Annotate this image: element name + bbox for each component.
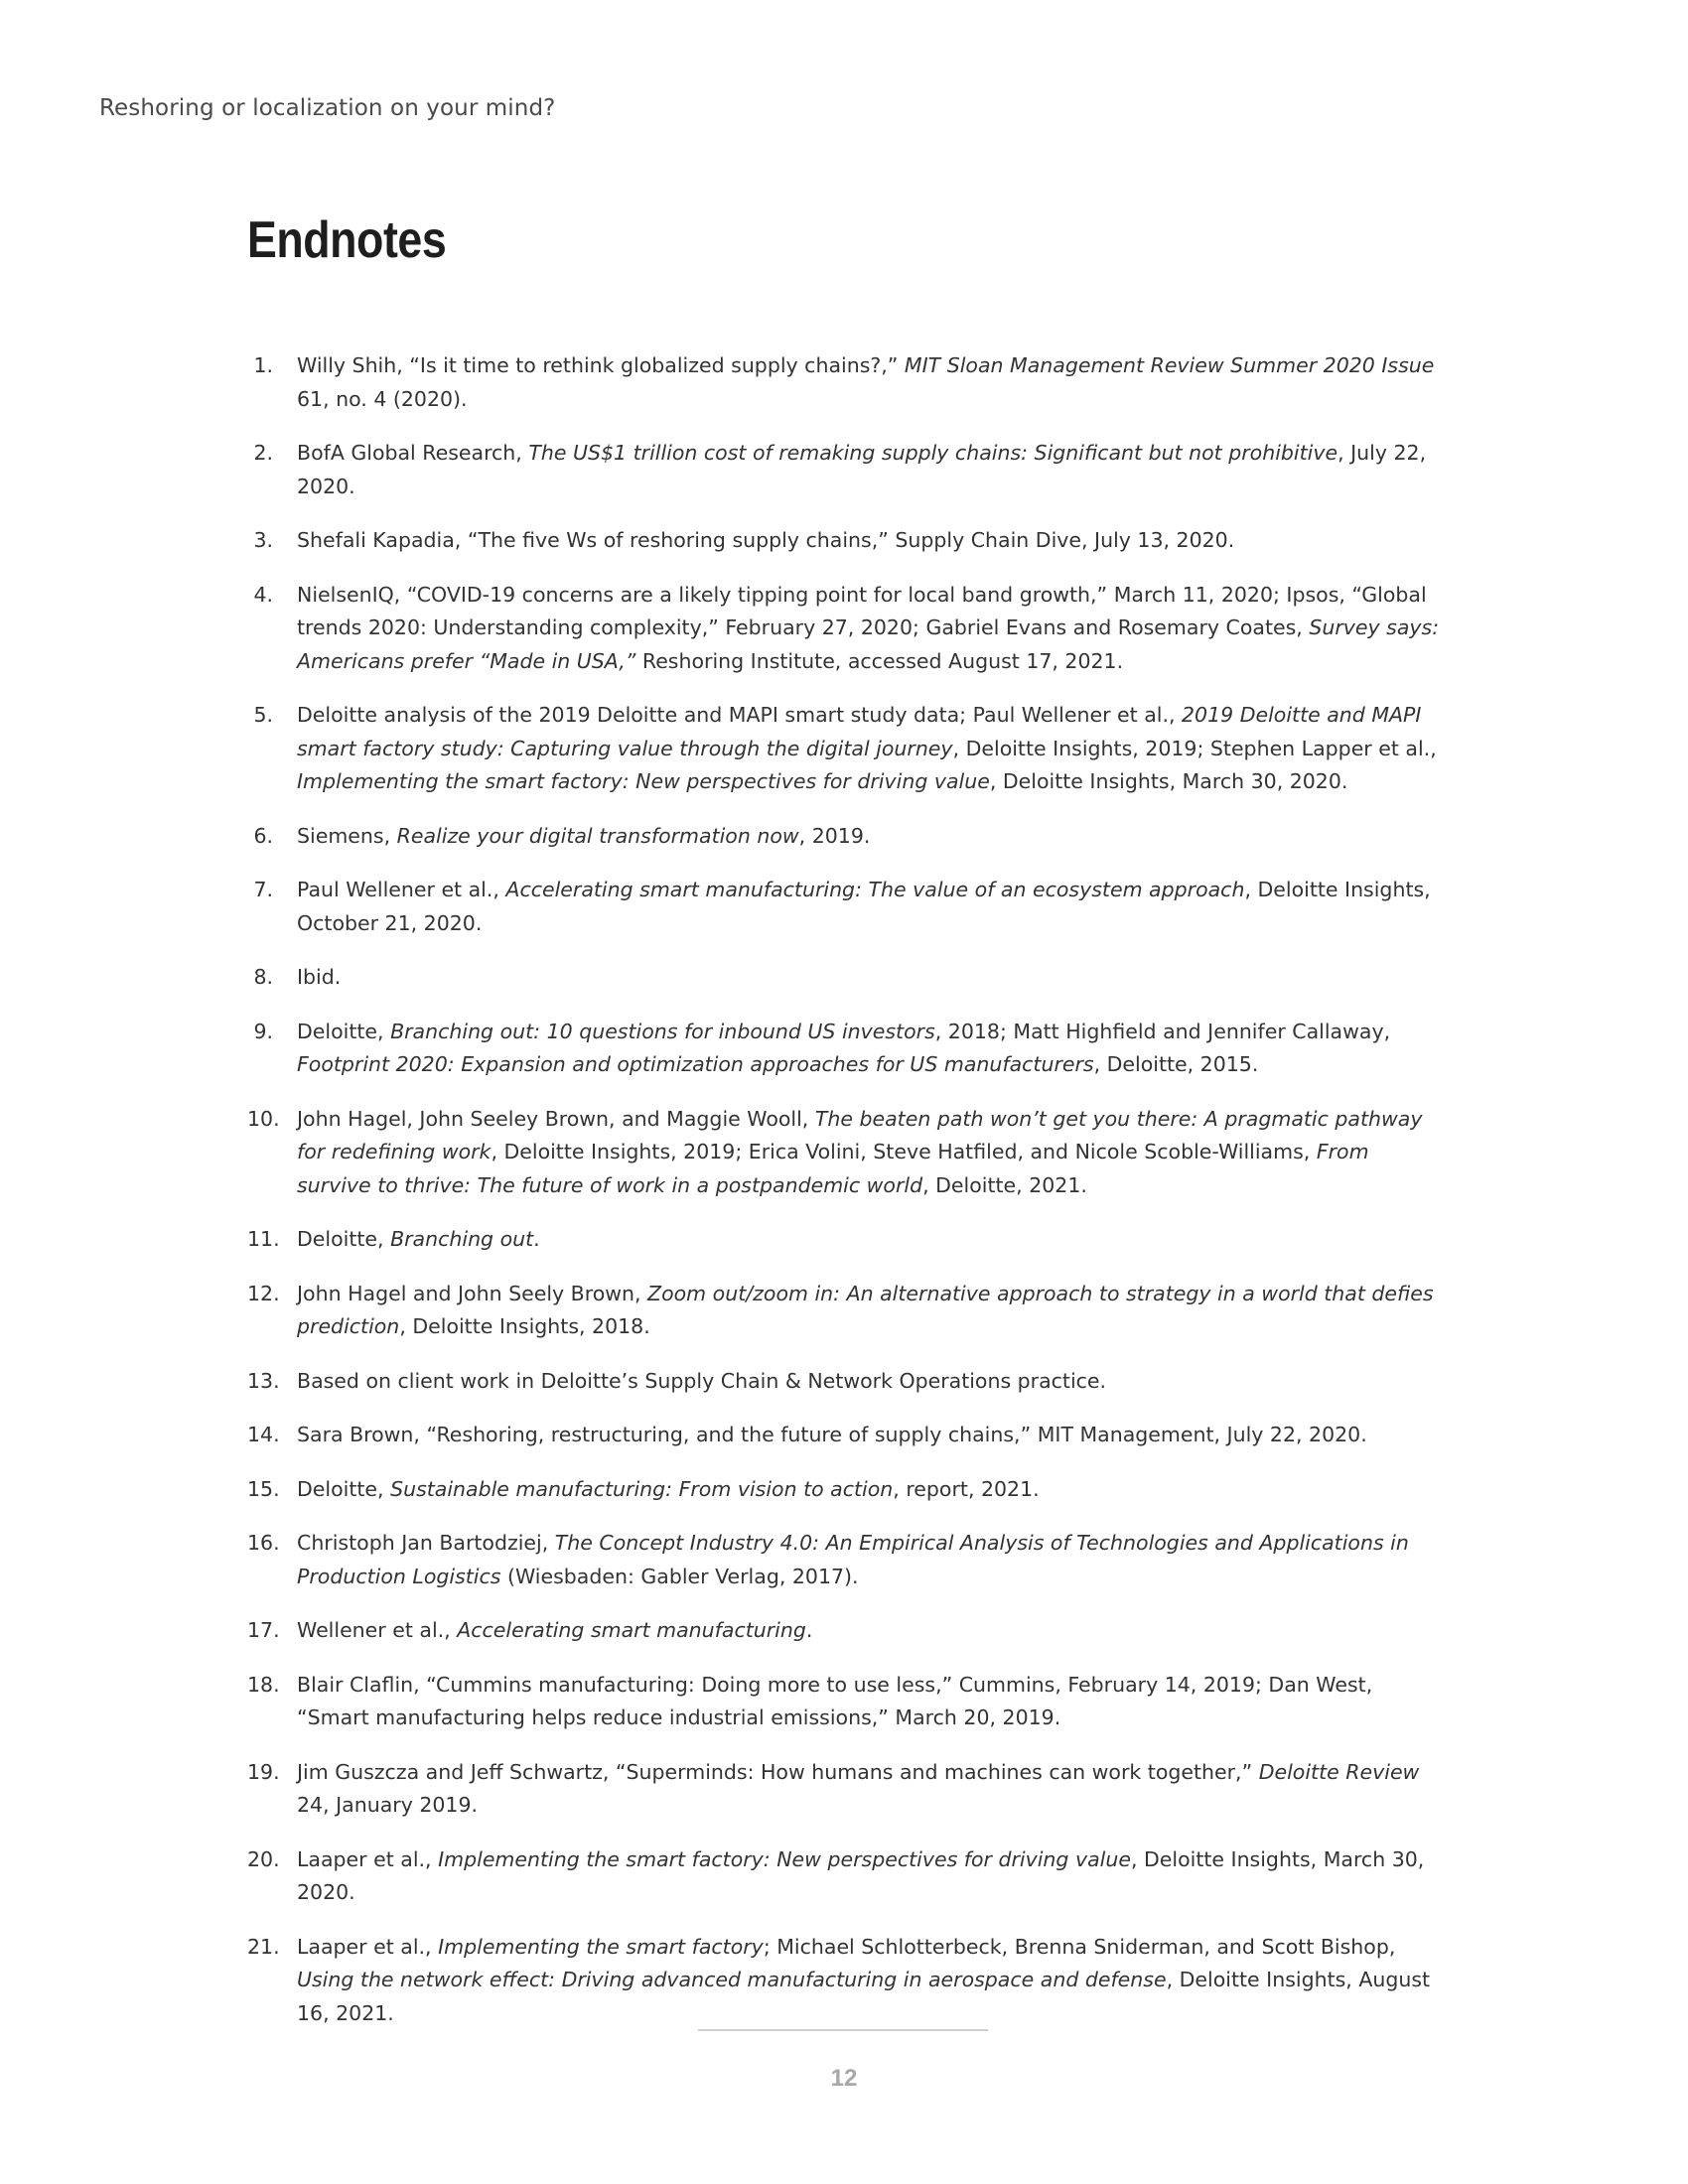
endnote-text <box>297 583 1439 673</box>
endnote-title-italic: Implementing the smart factory <box>438 1934 764 1959</box>
endnote-title-italic: Footprint 2020: Expansion and optimization approaches for US manufacturers <box>297 1052 1094 1076</box>
endnote-title-italic: The beaten path won’t get you there: A pragmatic pathway for redefining work <box>297 1106 1423 1163</box>
endnote-text-segment: Jim Guszcza and Jeff Schwartz, “Superminds: How humans and machines can work together,” <box>297 1759 1259 1784</box>
endnote-item <box>247 1931 1449 2031</box>
endnote-text-segment: Based on client work in Deloitte’s Supply Chain & Network Operations practice. <box>297 1368 1107 1393</box>
endnote-text-segment: John Hagel and John Seely Brown, <box>297 1281 648 1305</box>
endnote-number: 6. <box>253 823 273 848</box>
endnote-item <box>247 437 1449 503</box>
endnote-item <box>247 1756 1449 1823</box>
endnote-text-segment: BofA Global Research, <box>297 441 529 465</box>
endnote-text-segment: Deloitte, <box>297 1019 391 1043</box>
page-title: Endnotes <box>247 211 447 269</box>
endnote-title-italic: Implementing the smart factory: New perspectives for driving value <box>297 769 990 793</box>
endnote-item <box>247 1614 1449 1648</box>
endnote-text-segment: Wellener et al., <box>297 1618 458 1642</box>
endnote-text-segment: , Deloitte Insights, 2019; Stephen Lapper et al., <box>952 736 1437 760</box>
endnote-title-italic: Branching out <box>390 1227 534 1251</box>
endnote-text-segment: . <box>805 1618 813 1642</box>
endnote-title-italic: Sustainable manufacturing: From vision to action <box>390 1476 894 1501</box>
endnote-title-italic: Implementing the smart factory: New perspectives for driving value <box>438 1846 1131 1871</box>
endnotes-list <box>247 349 1449 2051</box>
endnote-number: 3. <box>253 528 273 552</box>
endnote-item <box>247 1016 1449 1082</box>
endnote-number: 4. <box>253 582 273 607</box>
running-header: Reshoring or localization on your mind? <box>99 95 556 121</box>
endnote-text-segment: Deloitte analysis of the 2019 Deloitte and MAPI smart study data; Paul Wellener et al., <box>297 703 1183 727</box>
endnote-item <box>247 820 1449 854</box>
endnote-text-segment: ; Michael Schlotterbeck, Brenna Sniderman, and Scott Bishop, <box>763 1934 1396 1959</box>
endnote-text-segment: , Deloitte Insights, October 21, 2020. <box>297 878 1431 935</box>
endnote-title-italic: Deloitte Review <box>1258 1759 1420 1784</box>
endnote-item <box>247 1527 1449 1593</box>
endnote-text <box>297 1847 1424 1905</box>
endnote-text <box>297 1673 1372 1730</box>
endnote-text-segment: Christoph Jan Bartodziej, <box>297 1531 555 1555</box>
endnote-number: 12. <box>247 1281 280 1305</box>
endnote-text <box>297 824 870 848</box>
endnote-title-italic: Accelerating smart manufacturing <box>457 1618 806 1642</box>
endnote-title-italic: MIT Sloan Management Review Summer 2020 Issue <box>904 353 1435 377</box>
endnote-title-italic: From survive to thrive: The future of work in a postpandemic world <box>297 1140 1369 1197</box>
endnote-item <box>247 699 1449 799</box>
endnote-title-italic: Survey says: Americans prefer “Made in USA,” <box>297 615 1440 673</box>
endnote-number: 13. <box>247 1368 280 1393</box>
endnote-item <box>247 1103 1449 1203</box>
endnote-text-segment: , report, 2021. <box>893 1476 1040 1501</box>
endnote-item <box>247 349 1449 416</box>
footer-divider <box>698 2029 988 2031</box>
endnote-text-segment: Laaper et al., <box>297 1846 439 1871</box>
endnote-text <box>297 1227 540 1251</box>
endnote-item <box>247 961 1449 995</box>
endnote-number: 5. <box>253 703 273 727</box>
endnote-text <box>297 1020 1390 1077</box>
endnote-text <box>297 528 1234 552</box>
endnote-item <box>247 1223 1449 1257</box>
endnote-number: 15. <box>247 1476 280 1501</box>
endnote-number: 7. <box>253 878 273 901</box>
endnote-text-segment: , Deloitte Insights, March 30, 2020. <box>297 1846 1425 1904</box>
endnote-title-italic: The US$1 trillion cost of remaking supply chains: Significant but not prohibitive <box>528 441 1338 465</box>
endnote-text-segment: NielsenIQ, “COVID-19 concerns are a likely tipping point for local band growth,” March 11, 2020; Ipsos, “Global trends 2020: Understanding complexity,” February 27, 2020; Gabriel Evans and Rosemary Coates, <box>297 582 1427 639</box>
endnote-number: 2. <box>253 441 273 465</box>
endnote-number: 14. <box>247 1423 280 1446</box>
endnote-text <box>297 1531 1409 1588</box>
endnote-text-segment: . <box>533 1227 540 1251</box>
endnote-title-italic: Using the network effect: Driving advanced manufacturing in aerospace and defense <box>297 1968 1167 1991</box>
endnote-text <box>297 1760 1419 1818</box>
endnote-text-segment: , Deloitte, 2021. <box>922 1172 1087 1197</box>
endnote-item <box>247 1843 1449 1910</box>
endnote-text-segment: Ibid. <box>297 965 342 989</box>
endnote-number: 20. <box>247 1846 280 1871</box>
endnote-text <box>297 1282 1434 1339</box>
endnote-text <box>297 1107 1422 1197</box>
endnote-text-segment: , July 22, 2020. <box>297 441 1427 498</box>
endnote-text <box>297 1935 1430 2025</box>
endnote-title-italic: Branching out: 10 questions for inbound US investors <box>390 1019 935 1043</box>
endnote-text-segment: Deloitte, <box>297 1476 391 1501</box>
endnote-text-segment: 24, January 2019. <box>297 1793 479 1817</box>
endnote-item <box>247 524 1449 558</box>
endnote-text-segment: Blair Claflin, “Cummins manufacturing: Doing more to use less,” Cummins, February 14, 2019; Dan West, “Smart manufacturing helps reduce industrial emissions,” March 20, 2019. <box>297 1672 1373 1729</box>
endnote-text <box>297 878 1431 935</box>
endnote-text <box>297 1618 812 1642</box>
endnote-text-segment: , 2019. <box>798 823 871 848</box>
endnote-text-segment: Shefali Kapadia, “The five Ws of reshoring supply chains,” Supply Chain Dive, July 13, 2020. <box>297 528 1235 552</box>
endnote-number: 21. <box>247 1934 280 1959</box>
endnote-text-segment: Sara Brown, “Reshoring, restructuring, and the future of supply chains,” MIT Management, July 22, 2020. <box>297 1423 1367 1446</box>
endnote-text <box>297 1423 1367 1446</box>
endnote-text-segment: Willy Shih, “Is it time to rethink globalized supply chains?,” <box>297 353 905 377</box>
endnote-title-italic: Accelerating smart manufacturing: The value of an ecosystem approach <box>505 878 1245 901</box>
endnote-text <box>297 441 1426 498</box>
endnote-number: 17. <box>247 1618 280 1642</box>
endnote-text-segment: Reshoring Institute, accessed August 17, 2021. <box>635 648 1124 673</box>
endnote-text-segment: , 2018; Matt Highfield and Jennifer Callaway, <box>934 1019 1391 1043</box>
endnote-number: 1. <box>253 353 273 377</box>
endnote-text-segment: , Deloitte, 2015. <box>1093 1052 1259 1076</box>
endnote-text-segment: Paul Wellener et al., <box>297 878 506 901</box>
endnote-item <box>247 1473 1449 1507</box>
endnote-title-italic: Zoom out/zoom in: An alternative approach to strategy in a world that defies prediction <box>297 1281 1434 1338</box>
endnote-text <box>297 703 1437 793</box>
endnote-number: 9. <box>253 1019 273 1043</box>
endnote-number: 19. <box>247 1759 280 1784</box>
endnote-number: 10. <box>247 1106 280 1131</box>
endnote-text-segment: , Deloitte Insights, 2018. <box>399 1314 650 1338</box>
page-number: 12 <box>830 2065 858 2092</box>
endnote-text-segment: Deloitte, <box>297 1227 391 1251</box>
endnote-text-segment: Siemens, <box>297 823 397 848</box>
endnote-text-segment: , Deloitte Insights, March 30, 2020. <box>989 769 1348 793</box>
endnote-text <box>297 1477 1040 1501</box>
endnote-text-segment: Laaper et al., <box>297 1934 439 1959</box>
endnote-number: 16. <box>247 1531 280 1555</box>
endnote-text <box>297 965 341 989</box>
endnote-text <box>297 353 1434 411</box>
endnote-number: 8. <box>253 965 273 989</box>
endnote-text-segment: , Deloitte Insights, August 16, 2021. <box>297 1968 1431 2025</box>
endnote-text-segment: , Deloitte Insights, 2019; Erica Volini, Steve Hatfiled, and Nicole Scoble-Williams, <box>491 1140 1317 1163</box>
endnote-title-italic: 2019 Deloitte and MAPI smart factory study: Capturing value through the digital journey <box>297 703 1422 760</box>
endnote-item <box>247 1365 1449 1399</box>
endnote-number: 11. <box>247 1227 280 1251</box>
endnote-item <box>247 1419 1449 1452</box>
endnote-title-italic: Realize your digital transformation now <box>396 823 799 848</box>
endnote-item <box>247 579 1449 679</box>
endnote-item <box>247 874 1449 940</box>
endnote-text <box>297 1369 1106 1393</box>
endnote-item <box>247 1669 1449 1735</box>
endnote-item <box>247 1278 1449 1344</box>
endnote-text-segment: John Hagel, John Seeley Brown, and Maggie Wooll, <box>297 1106 815 1131</box>
endnote-number: 18. <box>247 1672 280 1697</box>
endnote-text-segment: 61, no. 4 (2020). <box>297 386 468 411</box>
endnote-text-segment: (Wiesbaden: Gabler Verlag, 2017). <box>500 1564 859 1588</box>
endnote-title-italic: The Concept Industry 4.0: An Empirical Analysis of Technologies and Applications in Production Logistics <box>297 1531 1409 1588</box>
